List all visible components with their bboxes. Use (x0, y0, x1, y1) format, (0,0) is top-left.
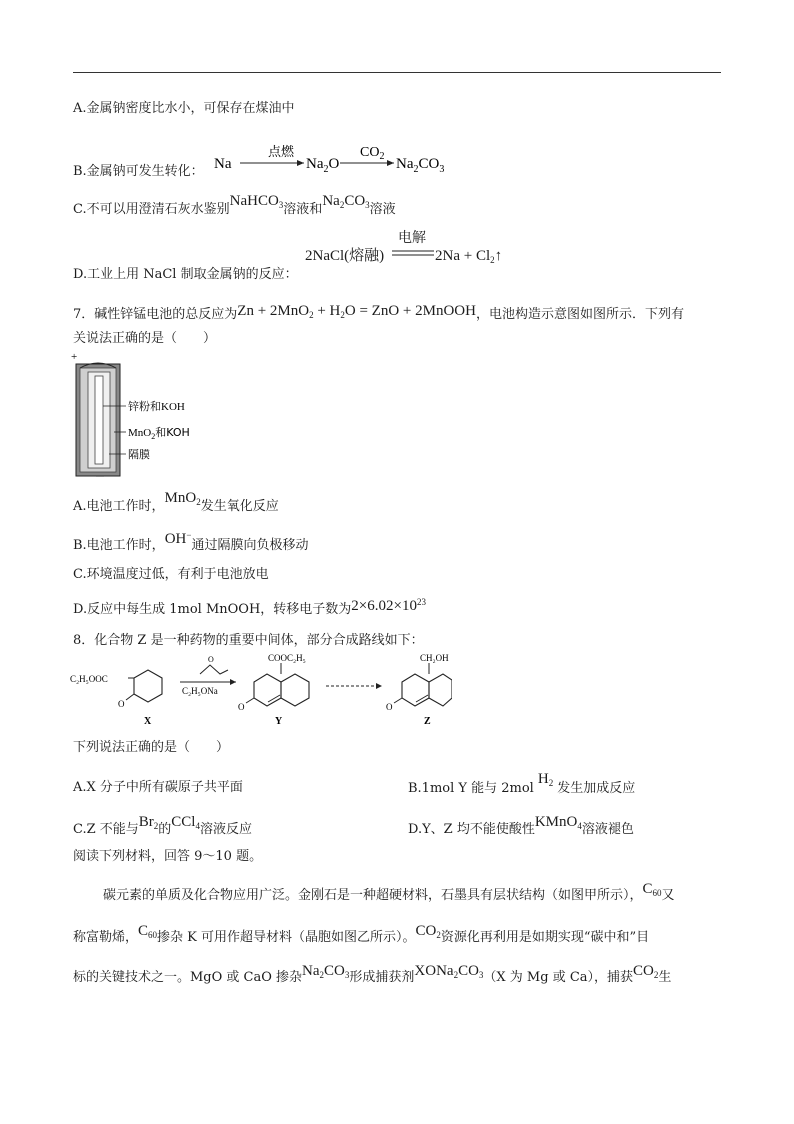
q7-option-a: A.电池工作时，MnO$_2$发生氧化反应 (73, 490, 279, 514)
label-separator: 隔膜 (128, 449, 150, 461)
eq-double-line (392, 249, 436, 257)
reading-intro: 阅读下列材料，回答 9～10 题。 (73, 849, 263, 864)
eq-condition: 电解 (398, 230, 426, 246)
q8-option-d: D.Y、Z 均不能使酸性KMnO$_4$溶液褪色 (408, 814, 634, 837)
eq-left: 2NaCl(熔融) (305, 248, 385, 264)
q7-option-b: B.电池工作时，OH−通过隔膜向负极移动 (73, 530, 309, 553)
q6-c-text2: 溶液和 (283, 202, 323, 217)
b-na: Na (214, 156, 232, 172)
label-zinc-koh: 锌粉和KOH (128, 401, 185, 413)
q6-b-conversion-chain (210, 142, 470, 184)
svg-text:CO2: $CO_2$ (360, 145, 385, 162)
z-ring-b (429, 674, 452, 706)
svg-text:O: O (238, 702, 245, 712)
x-ring (134, 670, 162, 702)
q6-option-b (73, 163, 204, 181)
q6-c-formula2: $Na_2CO_3$ (322, 193, 370, 210)
q6-c-text3: 溶液 (369, 202, 396, 217)
q8-option-c: C.Z 不能与$Br_2$的CCl$_4$溶液反应 (73, 814, 252, 837)
reading-line3: 标的关键技术之一。MgO 或 CaO 掺杂$Na_2CO_3$形成捕获剂$XONa_2CO_3(X$ 为 Mg 或 Ca），捕获$CO_2$生 (73, 963, 672, 985)
q8-option-b: B.1mol Y 能与 2molH$_2$ 发生加成反应 (408, 771, 636, 796)
z-label: Z (424, 716, 431, 727)
z-ring-a (402, 674, 429, 706)
q6-option-a: A.金属钠密度比水小，可保存在煤油中 (73, 101, 295, 116)
q6-c-formula1: NaHCO$_3$ (229, 193, 284, 210)
q7-stem-line1: 7．碱性锌锰电池的总反应为$Zn + 2MnO_2 + H_2O$ = ZnO + 2MnOOH，电池构造示意图如图所示．下列有 (73, 303, 684, 322)
q6-option-d: D.工业上用 NaCl 制取金属钠的反应： (73, 267, 298, 282)
z-alcohol-label: CH₂OH (420, 653, 449, 663)
battery-diagram (66, 350, 236, 478)
svg-text:O: O (386, 702, 393, 712)
svg-text:O: O (208, 655, 214, 664)
b-cond-ignite: 点燃 (268, 144, 295, 159)
q8-stem: 8．化合物 Z 是一种药物的重要中间体，部分合成路线如下： (73, 633, 424, 648)
q7-stem-line2: 关说法正确的是（ ） (73, 331, 217, 346)
svg-text:Na2CO3: $Na_2CO_3$ (396, 156, 445, 175)
y-ester-label: COOC₂H₅ (268, 653, 306, 663)
y-ring-b (281, 674, 309, 706)
q6-d-equation (305, 247, 384, 265)
reading-line2: 称富勒烯，$C_{60}$掺杂 K 可用作超导材料（晶胞如图乙所示）。$CO_2$资源化再利用是如期实现“碳中和”目 (73, 923, 650, 945)
q7-equation: $Zn + 2MnO_2 + H_2O$ = ZnO + 2MnOOH (237, 303, 476, 320)
reading-line1: 碳元素的单质及化合物应用广泛。金刚石是一种超硬材料，石墨具有层状结构（如图甲所示），$C_{60}$又 (103, 881, 675, 903)
q7-option-c: C.环境温度过低，有利于电池放电 (73, 567, 269, 582)
y-label: Y (275, 716, 283, 727)
b-arrow1-head (297, 160, 304, 166)
reagent-label: C₂H₅ONa (182, 686, 218, 696)
svg-text:O: O (118, 699, 125, 709)
eq-right: $2Na + Cl_2↑$ (435, 248, 503, 265)
svg-text:MnO2和KOH: MnO$_2$和KOH (128, 426, 190, 441)
q6-c-text1: C.不可以用澄清石灰水鉴别 (73, 202, 230, 217)
x-ester-label: C₂H₅OOC (70, 674, 108, 684)
q6-option-b-prefix: B.金属钠可发生转化： (73, 164, 204, 179)
header-rule (73, 72, 721, 73)
x-label: X (144, 716, 152, 727)
q8-ask: 下列说法正确的是（ ） (73, 740, 230, 755)
plus-sign: + (71, 351, 78, 363)
q8-option-a: A.X 分子中所有碳原子共平面 (73, 780, 243, 795)
q7-option-d: D.反应中每生成 1mol MnOOH，转移电子数为$2\times 6.02\times 10^{23}$ (73, 597, 426, 617)
synthesis-scheme (68, 652, 452, 732)
svg-text:Na2O: $Na_2O$ (306, 156, 340, 175)
y-ring-a (254, 674, 281, 706)
minus-sign: — (96, 471, 104, 478)
q6-option-c (73, 193, 396, 219)
b-arrow2-head (387, 160, 394, 166)
